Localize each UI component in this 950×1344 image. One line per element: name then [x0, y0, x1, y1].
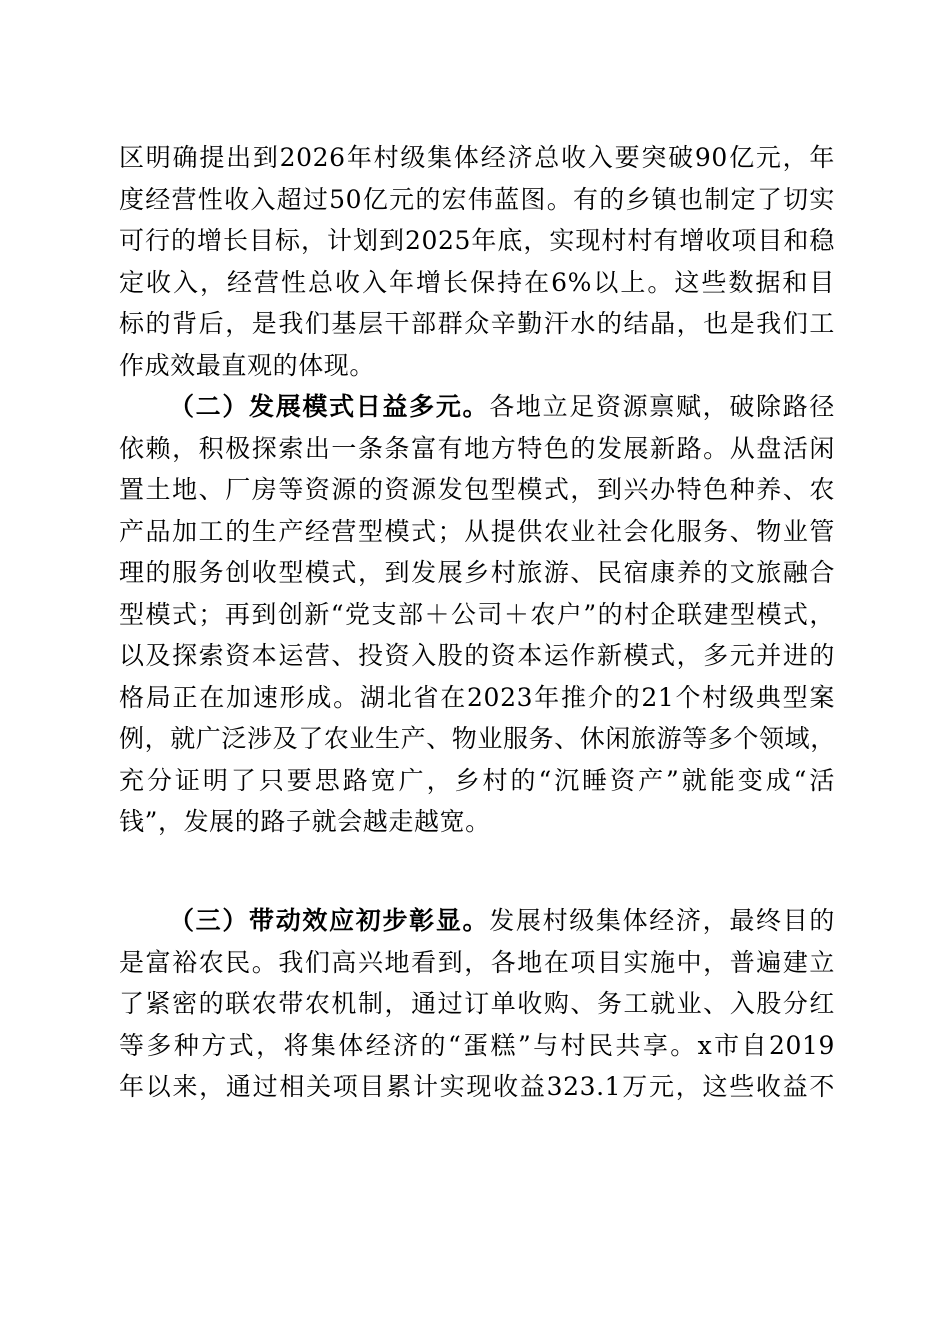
text-line: 例，就广泛涉及了农业生产、物业服务、休闲旅游等多个领域，	[119, 724, 836, 753]
paragraph-3	[119, 900, 835, 1108]
text-line: 度经营性收入超过50亿元的宏伟蓝图。有的乡镇也制定了切实	[119, 184, 835, 214]
paragraph-1	[119, 137, 835, 386]
text-line: 标的背后，是我们基层干部群众辛勤汗水的结晶，也是我们工	[119, 309, 835, 338]
paragraph-first-line	[119, 386, 835, 428]
text-line: 型模式；再到创新“党支部＋公司＋农户”的村企联建型模式，	[119, 599, 835, 629]
section-heading: （二）发展模式日益多元。	[169, 392, 490, 421]
text-line: 产品加工的生产经营型模式；从提供农业社会化服务、物业管	[119, 516, 835, 546]
text-run: 发展村级集体经济，最终目的	[489, 906, 835, 935]
text-line: 作成效最直观的体现。	[119, 350, 376, 380]
text-line: 依赖，积极探索出一条条富有地方特色的发展新路。从盘活闲	[119, 433, 835, 463]
text-line: 定收入，经营性总收入年增长保持在6%以上。这些数据和目	[119, 267, 835, 297]
text-line: 了紧密的联农带农机制，通过订单收购、务工就业、入股分红	[119, 989, 835, 1018]
text-line: 可行的增长目标，计划到2025年底，实现村村有增收项目和稳	[119, 226, 835, 255]
text-line: 区明确提出到2026年村级集体经济总收入要突破90亿元，年	[119, 143, 835, 172]
section-heading: （三）带动效应初步彰显。	[169, 906, 490, 935]
text-line: 格局正在加速形成。湖北省在2023年推介的21个村级典型案	[119, 682, 835, 712]
text-line: 是富裕农民。我们高兴地看到，各地在项目实施中，普遍建立	[119, 947, 835, 977]
text-line: 充分证明了只要思路宽广，乡村的“沉睡资产”就能变成“活	[119, 765, 835, 795]
text-line: 年以来，通过相关项目累计实现收益323.1万元，这些收益不	[119, 1072, 835, 1101]
text-run: 各地立足资源禀赋，破除路径	[489, 392, 835, 421]
text-line: 以及探索资本运营、投资入股的资本运作新模式，多元并进的	[119, 641, 835, 670]
paragraph-2	[119, 386, 835, 843]
text-line: 钱”，发展的路子就会越走越宽。	[119, 807, 491, 836]
paragraph-first-line	[119, 900, 835, 942]
text-line: 置土地、厂房等资源的资源发包型模式，到兴办特色种养、农	[119, 475, 835, 504]
text-line: 理的服务创收型模式，到发展乡村旅游、民宿康养的文旅融合	[119, 558, 835, 587]
text-line: 等多种方式，将集体经济的“蛋糕”与村民共享。x市自2019	[119, 1030, 835, 1060]
